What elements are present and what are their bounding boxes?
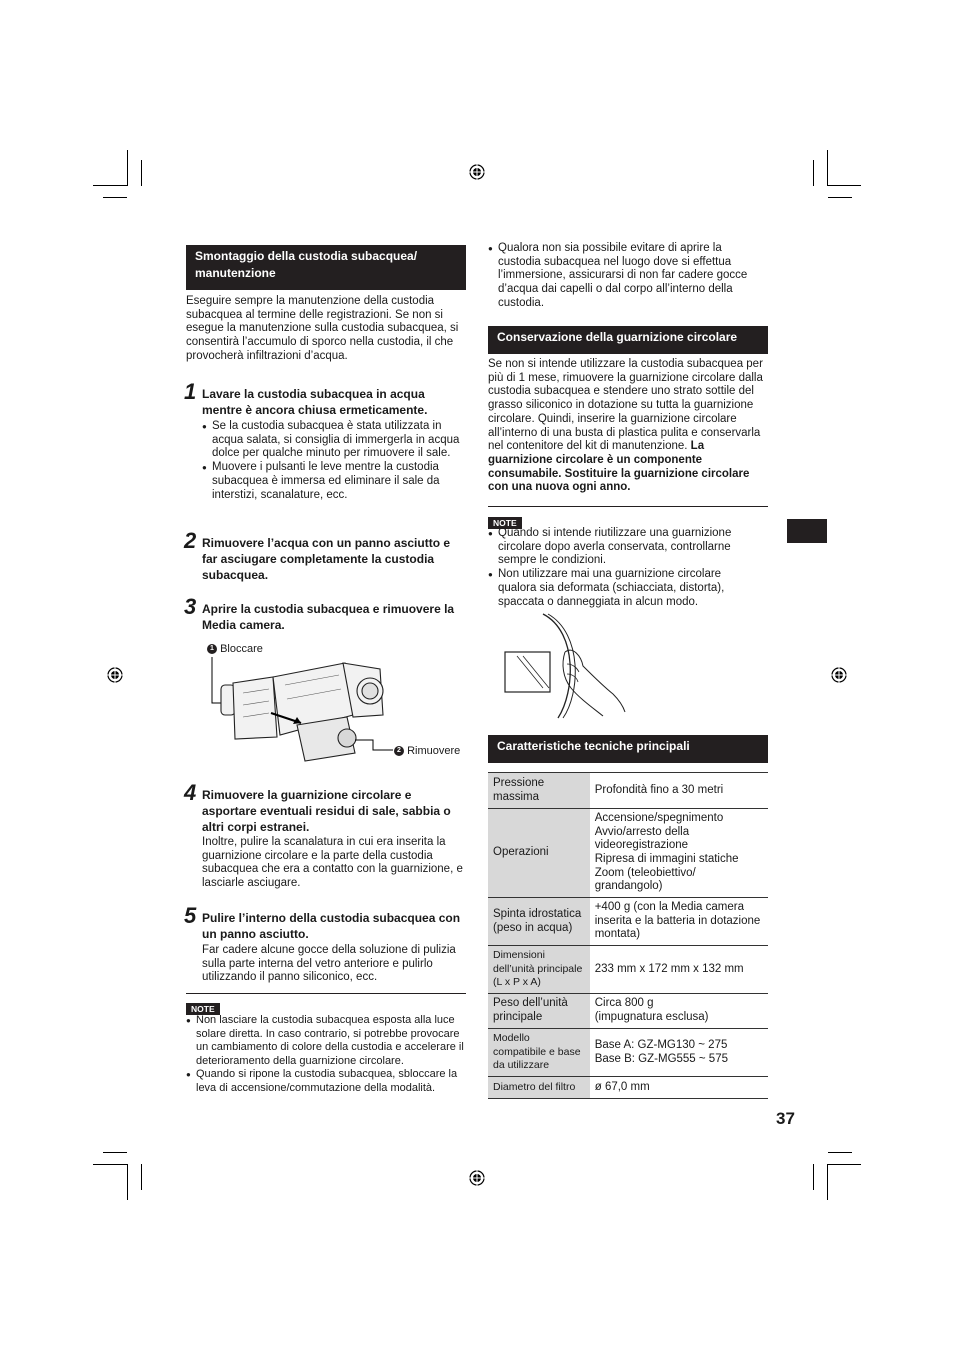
- top-bullet: [488, 242, 764, 311]
- spec-value: Accensione/spegnimento Avvio/arresto della videoregistrazione Ripresa di immagini statiche Zoom (teleobiettivo/ grandangolo): [590, 809, 768, 898]
- spec-label: Dimensioni dell’unità principale (L x P x A): [488, 946, 590, 994]
- step-number: 2: [184, 528, 197, 553]
- crop-mark: [827, 1164, 861, 1165]
- crop-mark: [127, 150, 128, 186]
- step-paragraph: Inoltre, pulire la scanalatura in cui era inserita la guarnizione circolare e la parte della custodia subacquea che era a contatto con la guarnizione, e lasciarle asciugare.: [202, 836, 463, 890]
- divider: [186, 993, 466, 994]
- section-header-conservation: Conservazione della guarnizione circolare: [488, 326, 768, 354]
- section-header-disassembly: Smontaggio della custodia subacquea/ manutenzione: [186, 245, 466, 290]
- crop-mark: [827, 185, 861, 186]
- list-item: ● Non lasciare la custodia subacquea esposta alla luce solare diretta. In caso contrario, si potrebbe provocare un cambiamento di colore della custodia e accelerare il deterioramento della guarnizione circolare.: [186, 1014, 466, 1068]
- list-item: ● Quando si intende riutilizzare una guarnizione circolare dopo averla conservata, controllarne sempre le condizioni.: [488, 527, 758, 568]
- crop-mark: [141, 1164, 142, 1190]
- list-item: ● Se la custodia subacquea è stata utilizzata in acqua salata, si consiglia di immergerla in acqua dolce per qualche minuto per rimuovere il sale.: [202, 420, 464, 461]
- housing-disassembly-illustration: [205, 655, 400, 770]
- crop-mark: [828, 197, 852, 198]
- crop-mark: [103, 197, 127, 198]
- specs-table: [488, 772, 768, 1099]
- callout-label: Rimuovere: [407, 745, 461, 757]
- spec-value: Profondità fino a 30 metri: [590, 773, 768, 809]
- crop-mark: [93, 1164, 128, 1165]
- list-item: ● Quando si ripone la custodia subacquea, sbloccare la leva di accensione/commutazione della modalità.: [186, 1068, 466, 1095]
- crop-mark: [827, 150, 828, 186]
- callout-remove: [394, 745, 460, 758]
- spec-label: Diametro del filtro: [488, 1077, 590, 1099]
- note-tag: NOTE: [186, 1003, 220, 1015]
- crop-mark: [127, 1164, 128, 1200]
- step-title: Aprire la custodia subacquea e rimuovere la Media camera.: [202, 602, 455, 632]
- registration-mark-icon: [469, 164, 485, 180]
- table-row: [488, 1029, 768, 1077]
- conservation-text: Se non si intende utilizzare la custodia subacquea per più di 1 mese, rimuovere la guarnizione circolare dalla custodia subacquea e stendere uno strato sottile del grasso siliconico in dotazione su tutta la guarnizione circolare. Quindi, inserire la guarnizione circolare all’interno di una busta di plastica pulita e conservarla nel contenitore del kit di manutenzione.: [488, 358, 763, 453]
- step-number: 3: [184, 594, 197, 619]
- step-paragraph: Far cadere alcune gocce della soluzione di pulizia sulla parte interna del vetro anteriore e pulirlo utilizzando il panno siliconico, ecc.: [202, 944, 456, 984]
- step-number: 4: [184, 780, 197, 805]
- section-header-specs: Caratteristiche tecniche principali: [488, 735, 768, 763]
- spec-value: ø 67,0 mm: [590, 1077, 768, 1099]
- list-item: ● Muovere i pulsanti le leve mentre la custodia subacquea è immersa ed eliminare il sale da interstizi, scanalature, ecc.: [202, 461, 464, 502]
- spec-value: +400 g (con la Media camera inserita e la batteria in dotazione montata): [590, 898, 768, 946]
- step-number: 5: [184, 903, 197, 928]
- step-1-bullets: [202, 420, 464, 502]
- note-bullets: [186, 1014, 466, 1096]
- crop-mark: [141, 160, 142, 186]
- list-item: ● Non utilizzare mai una guarnizione circolare qualora sia deformata (schiacciata, distorta), spaccata o danneggiata in alcun modo.: [488, 568, 758, 609]
- note-bullets: [488, 527, 758, 609]
- step-title: Pulire l’interno della custodia subacquea con un panno asciutto.: [202, 911, 461, 941]
- callout-label: Bloccare: [220, 643, 263, 655]
- spec-value: 233 mm x 172 mm x 132 mm: [590, 946, 768, 994]
- step-title: Lavare la custodia subacquea in acqua mentre è ancora chiusa ermeticamente.: [202, 387, 428, 417]
- step-number: 1: [184, 379, 197, 404]
- conservation-warning: La guarnizione circolare è un componente consumabile. Sostituire la guarnizione circolare con una nuova ogni anno.: [488, 440, 750, 494]
- registration-mark-icon: [831, 667, 847, 683]
- note-tag: NOTE: [488, 517, 522, 529]
- table-row: [488, 773, 768, 809]
- spec-label: Peso dell’unità principale: [488, 994, 590, 1029]
- callout-number: 2: [394, 746, 404, 756]
- spec-value: Circa 800 g (impugnatura esclusa): [590, 994, 768, 1029]
- spec-label: Pressione massima: [488, 773, 590, 809]
- page-number: 37: [776, 1109, 795, 1128]
- table-row: [488, 1077, 768, 1099]
- step-title: Rimuovere l’acqua con un panno asciutto e far asciugare completamente la custodia subacquea.: [202, 536, 451, 582]
- o-ring-inspection-illustration: [503, 612, 628, 720]
- crop-mark: [103, 1152, 127, 1153]
- table-row: [488, 994, 768, 1029]
- registration-mark-icon: [469, 1170, 485, 1186]
- spec-label: Modello compatibile e base da utilizzare: [488, 1029, 590, 1077]
- spec-label: Spinta idrostatica (peso in acqua): [488, 898, 590, 946]
- crop-mark: [828, 1152, 852, 1153]
- crop-mark: [93, 185, 128, 186]
- list-item: ● Qualora non sia possibile evitare di aprire la custodia subacquea nel luogo dove si effettua l’immersione, assicurarsi di non far cadere gocce d’acqua dai capelli o dal corpo all’interno della custodia.: [488, 242, 764, 311]
- crop-mark: [813, 160, 814, 186]
- crop-mark: [813, 1164, 814, 1190]
- table-row: [488, 809, 768, 898]
- divider: [488, 506, 768, 507]
- intro-paragraph: Eseguire sempre la manutenzione della custodia subacquea al termine delle registrazioni. Se non si esegue la manutenzione sulla custodia subacquea, si consentirà l’accumulo di sporco nella custodia, il che provocherà infiltrazioni d’acqua.: [186, 295, 459, 362]
- table-row: [488, 898, 768, 946]
- conservation-paragraph: [488, 358, 770, 495]
- chapter-tab-marker: [787, 519, 827, 543]
- spec-label: Operazioni: [488, 809, 590, 898]
- table-row: [488, 946, 768, 994]
- crop-mark: [827, 1164, 828, 1200]
- registration-mark-icon: [107, 667, 123, 683]
- callout-number: 1: [207, 644, 217, 654]
- step-title: Rimuovere la guarnizione circolare e asportare eventuali residui di sale, sabbia o altri corpi estranei.: [202, 788, 451, 834]
- spec-value: Base A: GZ-MG130 ~ 275 Base B: GZ-MG555 ~ 575: [590, 1029, 768, 1077]
